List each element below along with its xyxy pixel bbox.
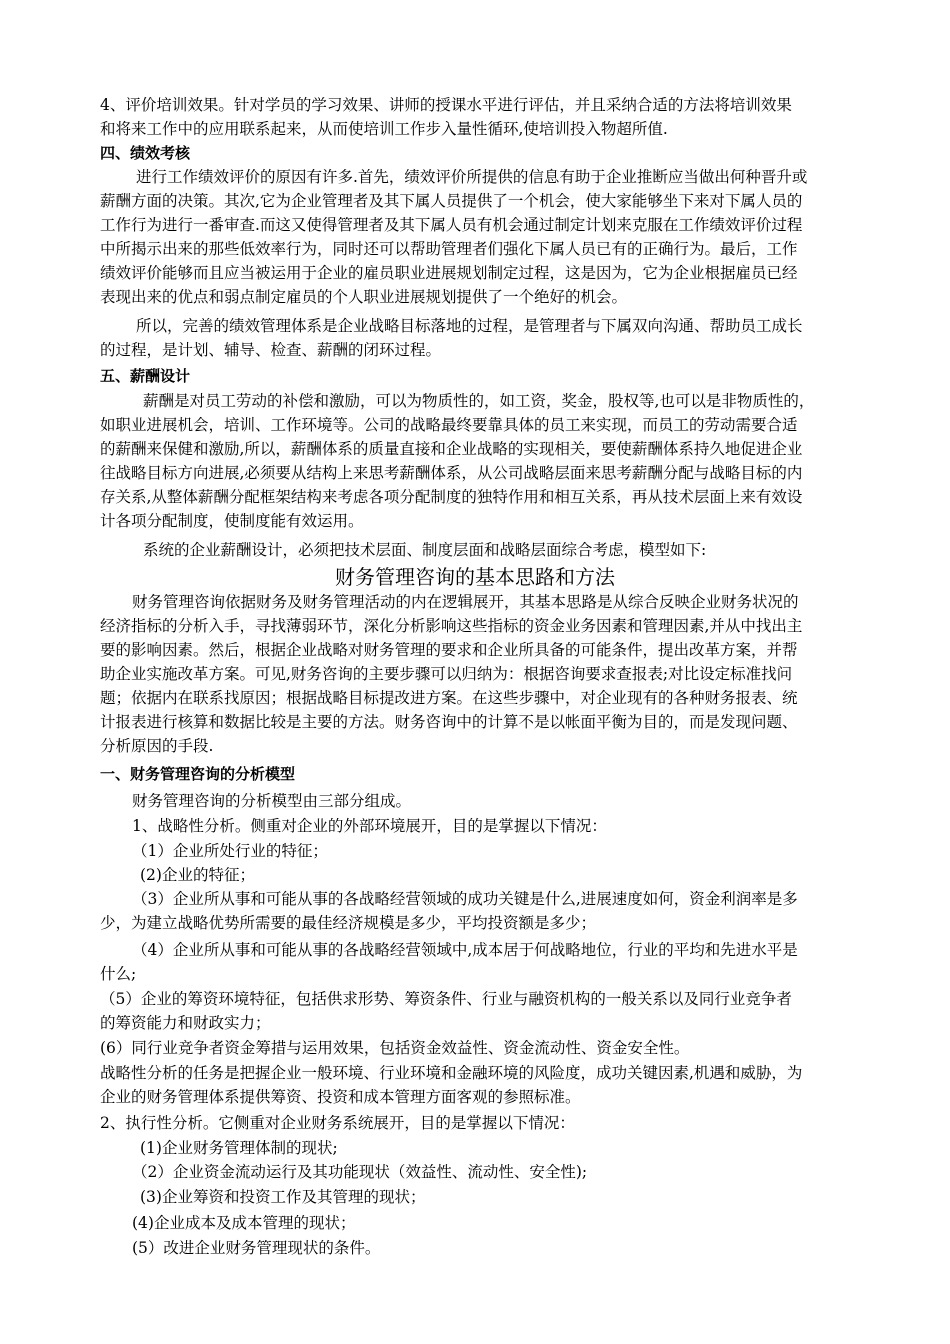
paragraph-line: 薪酬方面的决策。其次,它为企业管理者及其下属人员提供了一个机会，使大家能够坐下来对下属人员的 xyxy=(100,192,803,210)
section-heading: 一、财务管理咨询的分析模型 xyxy=(100,765,296,783)
paragraph-line: 财务管理咨询的分析模型由三部分组成。 xyxy=(132,792,412,810)
paragraph-line: 战略性分析的任务是把握企业一般环境、行业环境和金融环境的风险度，成功关键因素,机遇和威胁，为 xyxy=(100,1064,803,1082)
paragraph-line: 财务管理咨询依据财务及财务管理活动的内在逻辑展开，其基本思路是从综合反映企业财务状况的 xyxy=(132,593,799,611)
paragraph-line: 分析原因的手段. xyxy=(100,737,214,755)
list-item: （4）企业所从事和可能从事的各战略经营领域中,成本居于何战略地位，行业的平均和先进水平是 xyxy=(132,941,798,959)
paragraph-line: 1、战略性分析。侧重对企业的外部环境展开，目的是掌握以下情况： xyxy=(132,817,607,835)
list-item: （3）企业所从事和可能从事的各战略经营领域的成功关键是什么,进展速度如何，资金利润率是多 xyxy=(132,890,798,908)
paragraph-line: 助企业实施改革方案。可见,财务咨询的主要步骤可以归纳为：根据咨询要求查报表;对比设定标准找问 xyxy=(100,665,793,683)
paragraph-line: 薪酬是对员工劳动的补偿和激励，可以为物质性的，如工资，奖金，股权等,也可以是非物质性的， xyxy=(143,392,815,410)
list-item: (2)企业的特征； xyxy=(140,866,255,884)
paragraph-line: 如职业进展机会，培训、工作环境等。公司的战略最终要靠具体的员工来实现，而员工的劳动需要合适 xyxy=(100,416,798,434)
paragraph-line: 2、执行性分析。它侧重对企业财务系统展开，目的是掌握以下情况： xyxy=(100,1114,575,1132)
list-item: (3)企业筹资和投资工作及其管理的现状； xyxy=(140,1188,426,1206)
list-item: （5）企业的筹资环境特征，包括供求形势、筹资条件、行业与融资机构的一般关系以及同行业竞争者 xyxy=(100,990,792,1008)
section-heading: 四、绩效考核 xyxy=(100,144,191,162)
paragraph-line: 的筹资能力和财政实力； xyxy=(100,1014,271,1032)
paragraph-line: 经济指标的分析入手，寻找薄弱环节，深化分析影响这些指标的资金业务因素和管理因素,并从中找出主 xyxy=(100,617,803,635)
list-item: （1）企业所处行业的特征； xyxy=(132,842,328,860)
paragraph-line: 企业的财务管理体系提供筹资、投资和成本管理方面客观的参照标准。 xyxy=(100,1088,581,1106)
paragraph-line: 中所揭示出来的那些低效率行为，同时还可以帮助管理者们强化下属人员已有的正确行为。最后，工作 xyxy=(100,240,798,258)
document-title: 财务管理咨询的基本思路和方法 xyxy=(335,565,615,589)
paragraph-line: 系统的企业薪酬设计，必须把技术层面、制度层面和战略层面综合考虑，模型如下: xyxy=(143,541,707,559)
paragraph-line: 工作行为进行一番审查.而这又使得管理者及其下属人员有机会通过制定计划来克服在工作绩效评价过程 xyxy=(100,216,803,234)
paragraph-line: 和将来工作中的应用联系起来，从而使培训工作步入量性循环,使培训投入物超所值. xyxy=(100,120,668,138)
list-item: （2）企业资金流动运行及其功能现状（效益性、流动性、安全性); xyxy=(132,1163,588,1181)
paragraph-line: 少，为建立战略优势所需要的最佳经济规模是多少，平均投资额是多少； xyxy=(100,914,597,932)
paragraph-line: 所以，完善的绩效管理体系是企业战略目标落地的过程，是管理者与下属双向沟通、帮助员工成长 xyxy=(136,317,803,335)
paragraph-line: 存关系,从整体薪酬分配框架结构来考虑各项分配制度的独特作用和相互关系，再从技术层面上来有效设 xyxy=(100,488,803,506)
list-item: (4)企业成本及成本管理的现状； xyxy=(132,1214,356,1232)
paragraph-line: 4、评价培训效果。针对学员的学习效果、讲师的授课水平进行评估，并且采纳合适的方法将培训效果 xyxy=(100,96,792,114)
paragraph-line: 什么; xyxy=(100,965,137,983)
paragraph-line: 计各项分配制度，使制度能有效运用。 xyxy=(100,512,364,530)
list-item: (5）改进企业财务管理现状的条件。 xyxy=(132,1239,381,1257)
paragraph-line: 的过程，是计划、辅导、检查、薪酬的闭环过程。 xyxy=(100,341,442,359)
paragraph-line: 计报表进行核算和数据比较是主要的方法。财务咨询中的计算不是以帐面平衡为目的，而是发现问题、 xyxy=(100,713,798,731)
paragraph-line: 要的影响因素。然后，根据企业战略对财务管理的要求和企业所具备的可能条件，提出改革方案，并帮 xyxy=(100,641,798,659)
list-item: (6）同行业竞争者资金筹措与运用效果，包括资金效益性、资金流动性、资金安全性。 xyxy=(100,1039,690,1057)
section-heading: 五、薪酬设计 xyxy=(100,367,191,385)
paragraph-line: 题；依据内在联系找原因；根据战略目标提改进方案。在这些步骤中，对企业现有的各种财务报表、统 xyxy=(100,689,798,707)
paragraph-line: 进行工作绩效评价的原因有许多.首先，绩效评价所提供的信息有助于企业推断应当做出何种晋升或 xyxy=(136,168,808,186)
paragraph-line: 表现出来的优点和弱点制定雇员的个人职业进展规划提供了一个绝好的机会。 xyxy=(100,288,628,306)
list-item: (1)企业财务管理体制的现状; xyxy=(140,1139,338,1157)
paragraph-line: 绩效评价能够而且应当被运用于企业的雇员职业进展规划制定过程，这是因为，它为企业根据雇员已经 xyxy=(100,264,798,282)
paragraph-line: 往战略目标方向进展,必须要从结构上来思考薪酬体系，从公司战略层面来思考薪酬分配与战略目标的内 xyxy=(100,464,803,482)
paragraph-line: 的薪酬来保健和激励,所以，薪酬体系的质量直接和企业战略的实现相关，要使薪酬体系持久地促进企业 xyxy=(100,440,803,458)
